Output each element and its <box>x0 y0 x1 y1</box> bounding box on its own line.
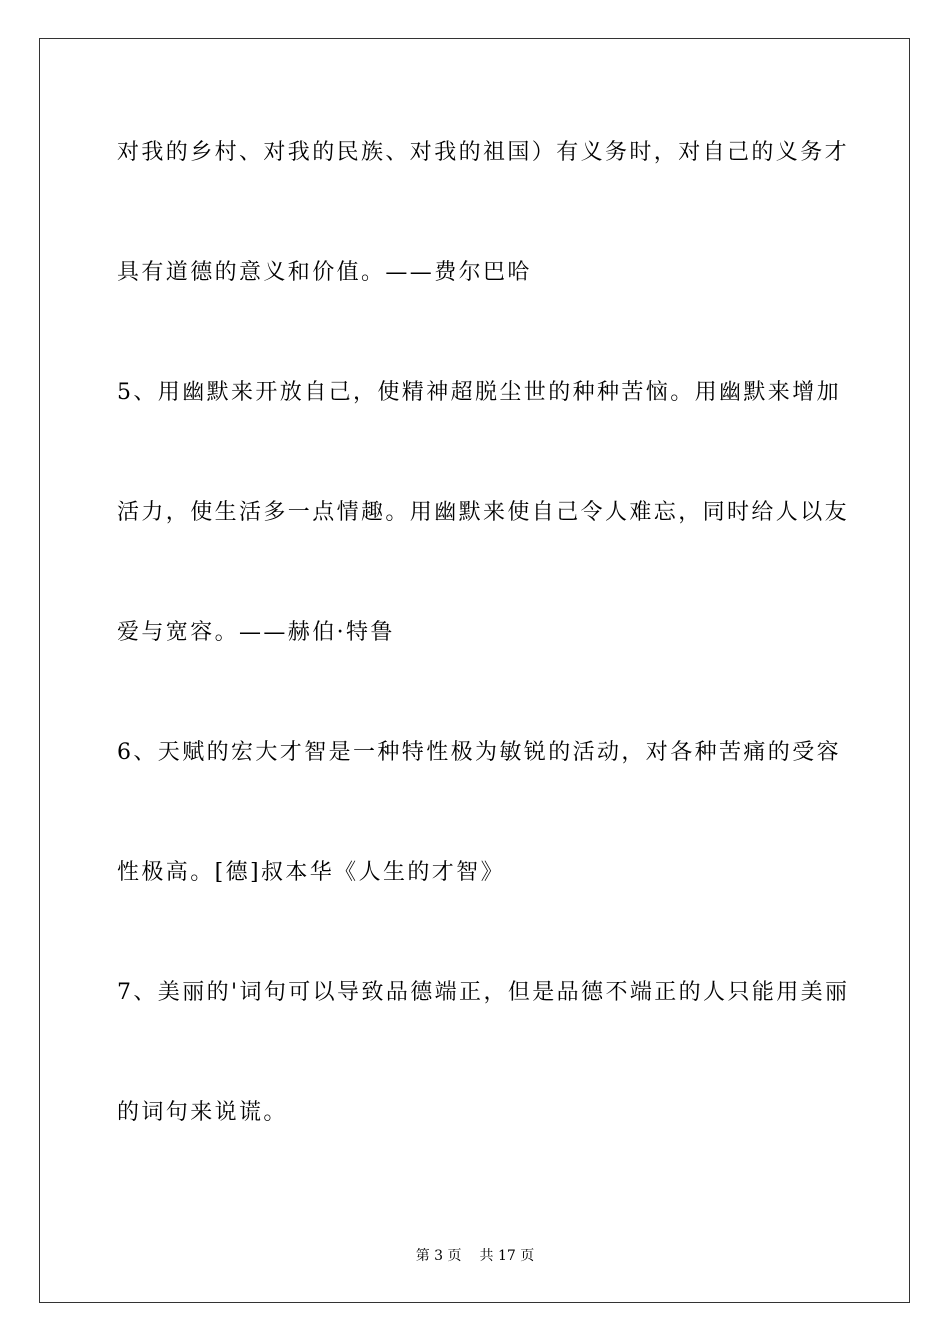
text-line: 的词句来说谎。 <box>117 1100 288 1125</box>
total-pages: 共 17 页 <box>479 1248 535 1264</box>
text-line: 7、美丽的'词句可以导致品德端正，但是品德不端正的人只能用美丽 <box>117 980 850 1005</box>
text-line: 具有道德的意义和价值。——费尔巴哈 <box>117 260 532 285</box>
text-line: 5、用幽默来开放自己，使精神超脱尘世的种种苦恼。用幽默来增加 <box>117 380 841 405</box>
text-line: 性极高。[德]叔本华《人生的才智》 <box>117 860 505 885</box>
page-footer <box>0 1246 950 1266</box>
text-line: 活力，使生活多一点情趣。用幽默来使自己令人难忘，同时给人以友 <box>117 500 850 525</box>
page-number: 第 3 页 <box>415 1248 462 1264</box>
text-line: 6、天赋的宏大才智是一种特性极为敏锐的活动，对各种苦痛的受容 <box>117 740 841 765</box>
text-line: 对我的乡村、对我的民族、对我的祖国）有义务时，对自己的义务才 <box>117 140 850 165</box>
text-line: 爱与宽容。——赫伯·特鲁 <box>117 620 395 645</box>
